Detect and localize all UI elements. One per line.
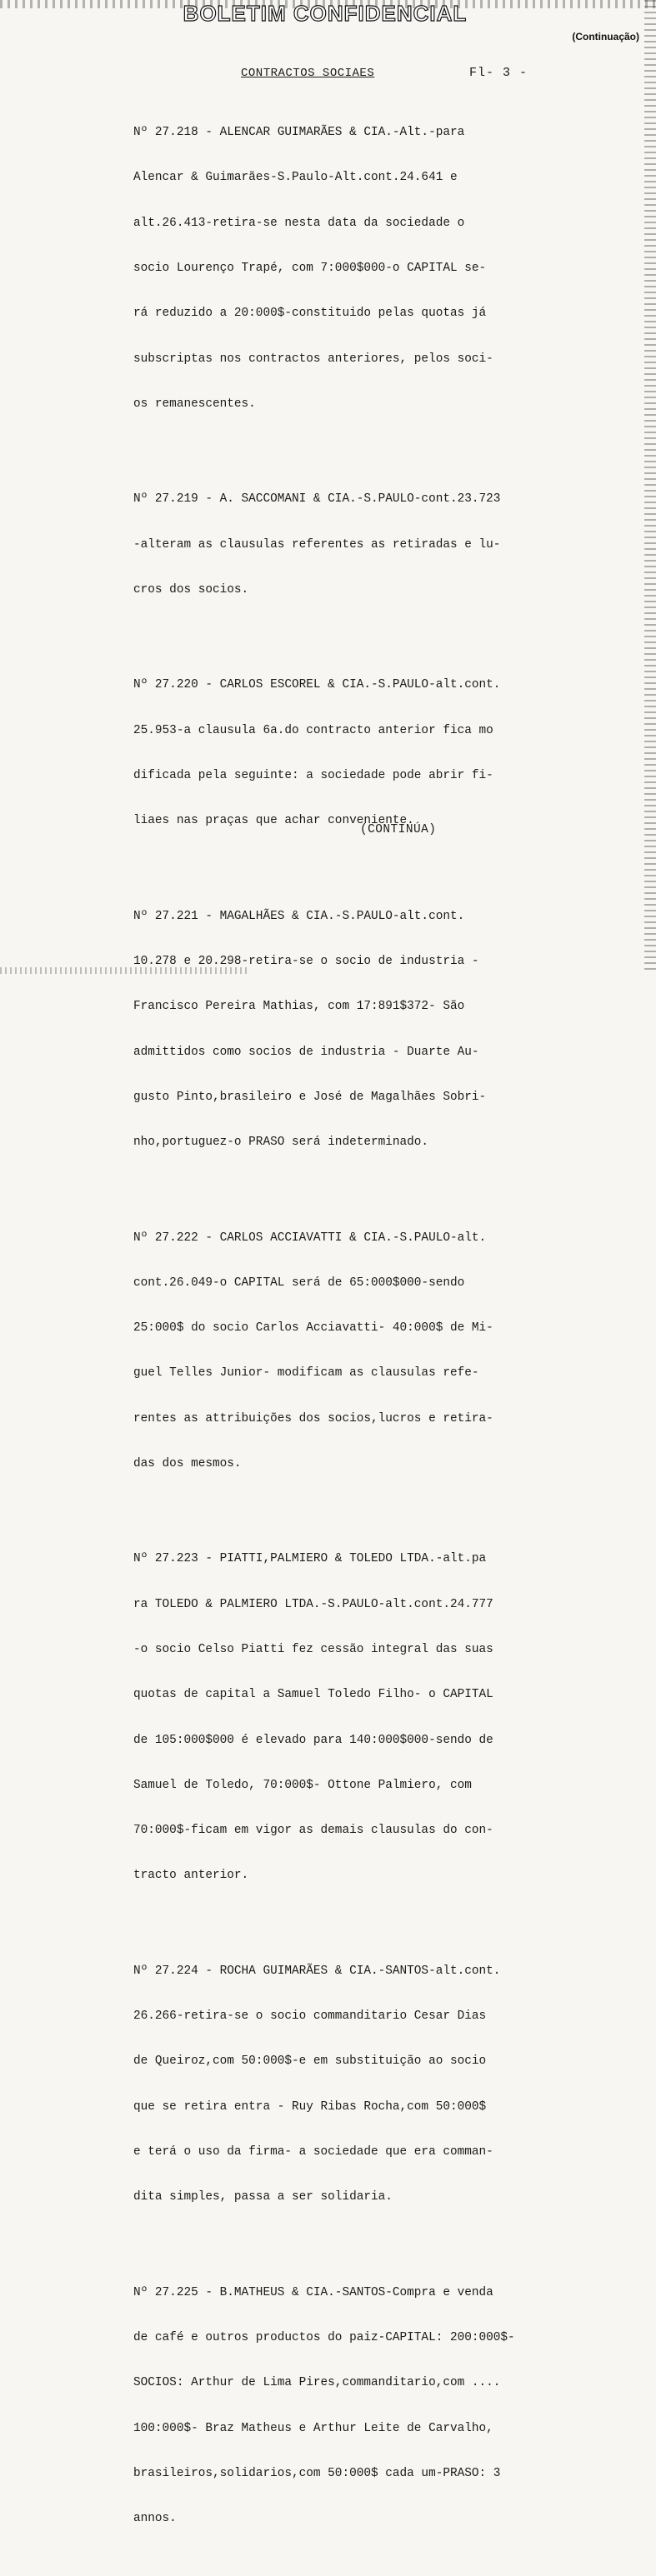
- entry-27222: [133, 1200, 550, 1501]
- entry-line: ra TOLEDO & PALMIERO LTDA.-S.PAULO-alt.cont.24.777: [133, 1597, 493, 1611]
- entry-line: tracto anterior.: [133, 1869, 249, 1883]
- entry-line: Nº 27.223 - PIATTI,PALMIERO & TOLEDO LTDA.-alt.pa: [133, 1552, 487, 1566]
- continuation-label: (Continuação): [572, 31, 639, 42]
- entry-line: rentes as attribuições dos socios,lucros e retira-: [133, 1411, 493, 1425]
- entry-line: guel Telles Junior- modificam as clausulas refe-: [133, 1366, 479, 1380]
- entry-line: socio Lourenço Trapé, com 7:000$000-o CAPITAL se-: [133, 262, 487, 276]
- entry-line: gusto Pinto,brasileiro e José de Magalhães Sobri-: [133, 1090, 487, 1104]
- entry-27225: [133, 2255, 550, 2557]
- entry-line: 100:000$- Braz Matheus e Arthur Leite de Carvalho,: [133, 2421, 493, 2435]
- entry-27219: [133, 462, 550, 627]
- page-number: Fl- 3 -: [469, 66, 528, 80]
- entry-line: Francisco Pereira Mathias, com 17:891$372- São: [133, 1000, 465, 1014]
- entry-line: Nº 27.218 - ALENCAR GUIMARÃES & CIA.-Alt.-para: [133, 126, 465, 140]
- entry-line: dita simples, passa a ser solidaria.: [133, 2190, 393, 2204]
- entry-line: 70:000$-ficam em vigor as demais clausulas do con-: [133, 1824, 493, 1838]
- entry-line: cros dos socios.: [133, 582, 249, 597]
- entry-line: admittidos como socios de industria - Duarte Au-: [133, 1045, 479, 1059]
- entry-line: quotas de capital a Samuel Toledo Filho- o CAPITAL: [133, 1688, 493, 1702]
- continua-label: (CONTINÚA): [360, 823, 437, 836]
- entry-line: 10.278 e 20.298-retira-se o socio de industria -: [133, 954, 479, 968]
- entry-line: Nº 27.221 - MAGALHÃES & CIA.-S.PAULO-alt.cont.: [133, 909, 465, 923]
- entry-27223: [133, 1521, 550, 1913]
- entry-line: das dos mesmos.: [133, 1456, 242, 1470]
- entry-line: -o socio Celso Piatti fez cessão integral das suas: [133, 1643, 493, 1656]
- entry-line: de 105:000$000 é elevado para 140:000$000-sendo de: [133, 1733, 493, 1747]
- entry-line: Nº 27.225 - B.MATHEUS & CIA.-SANTOS-Compra e venda: [133, 2285, 493, 2299]
- scan-edge-right: [644, 0, 656, 974]
- entry-line: de Queiroz,com 50:000$-e em substituição ao socio: [133, 2054, 487, 2069]
- entry-line: e terá o uso da firma- a sociedade que era comman-: [133, 2145, 493, 2159]
- entry-line: 25.953-a clausula 6a.do contracto anterior fica mo: [133, 723, 493, 737]
- entry-27220: [133, 647, 550, 858]
- entry-line: Alencar & Guimarães-S.Paulo-Alt.cont.24.641 e: [133, 171, 458, 185]
- entry-27218: [133, 95, 550, 442]
- entry-27224: [133, 1934, 550, 2235]
- entry-line: que se retira entra - Ruy Ribas Rocha,com 50:000$: [133, 2099, 487, 2114]
- entry-line: alt.26.413-retira-se nesta data da sociedade o: [133, 216, 465, 230]
- entry-line: 25:000$ do socio Carlos Acciavatti- 40:000$ de Mi-: [133, 1321, 493, 1335]
- section-title: CONTRACTOS SOCIAES: [241, 67, 375, 80]
- entry-line: Nº 27.222 - CARLOS ACCIAVATTI & CIA.-S.PAULO-alt.: [133, 1231, 487, 1245]
- entry-line: SOCIOS: Arthur de Lima Pires,commanditario,com ....: [133, 2376, 501, 2390]
- entry-line: cont.26.049-o CAPITAL será de 65:000$000-sendo: [133, 1276, 465, 1290]
- entry-line: Nº 27.220 - CARLOS ESCOREL & CIA.-S.PAULO-alt.cont.: [133, 678, 501, 692]
- entry-line: annos.: [133, 2512, 177, 2526]
- entry-line: os remanescentes.: [133, 397, 256, 411]
- entry-line: subscriptas nos contractos anteriores, pelos soci-: [133, 352, 493, 366]
- entry-line: Nº 27.219 - A. SACCOMANI & CIA.-S.PAULO-cont.23.723: [133, 492, 501, 507]
- entry-line: -alteram as clausulas referentes as retiradas e lu-: [133, 537, 501, 552]
- entry-line: Samuel de Toledo, 70:000$- Ottone Palmiero, com: [133, 1778, 472, 1792]
- entry-line: brasileiros,solidarios,com 50:000$ cada um-PRASO: 3: [133, 2466, 501, 2480]
- entry-line: dificada pela seguinte: a sociedade pode abrir fi-: [133, 768, 493, 782]
- entry-line: Nº 27.224 - ROCHA GUIMARÃES & CIA.-SANTOS-alt.cont.: [133, 1964, 501, 1978]
- entry-line: 26.266-retira-se o socio commanditario Cesar Dias: [133, 2009, 487, 2024]
- entry-line: liaes nas praças que achar conveniente.: [133, 814, 414, 828]
- entry-line: de café e outros productos do paiz-CAPITAL: 200:000$-: [133, 2331, 515, 2345]
- bulletin-title: BOLETIM CONFIDENCIAL: [183, 1, 468, 26]
- entry-line: rá reduzido a 20:000$-constituido pelas quotas já: [133, 307, 487, 321]
- entry-27221: [133, 879, 550, 1181]
- entry-line: nho,portuguez-o PRASO será indeterminado.: [133, 1136, 429, 1150]
- entries-list: [133, 95, 550, 2576]
